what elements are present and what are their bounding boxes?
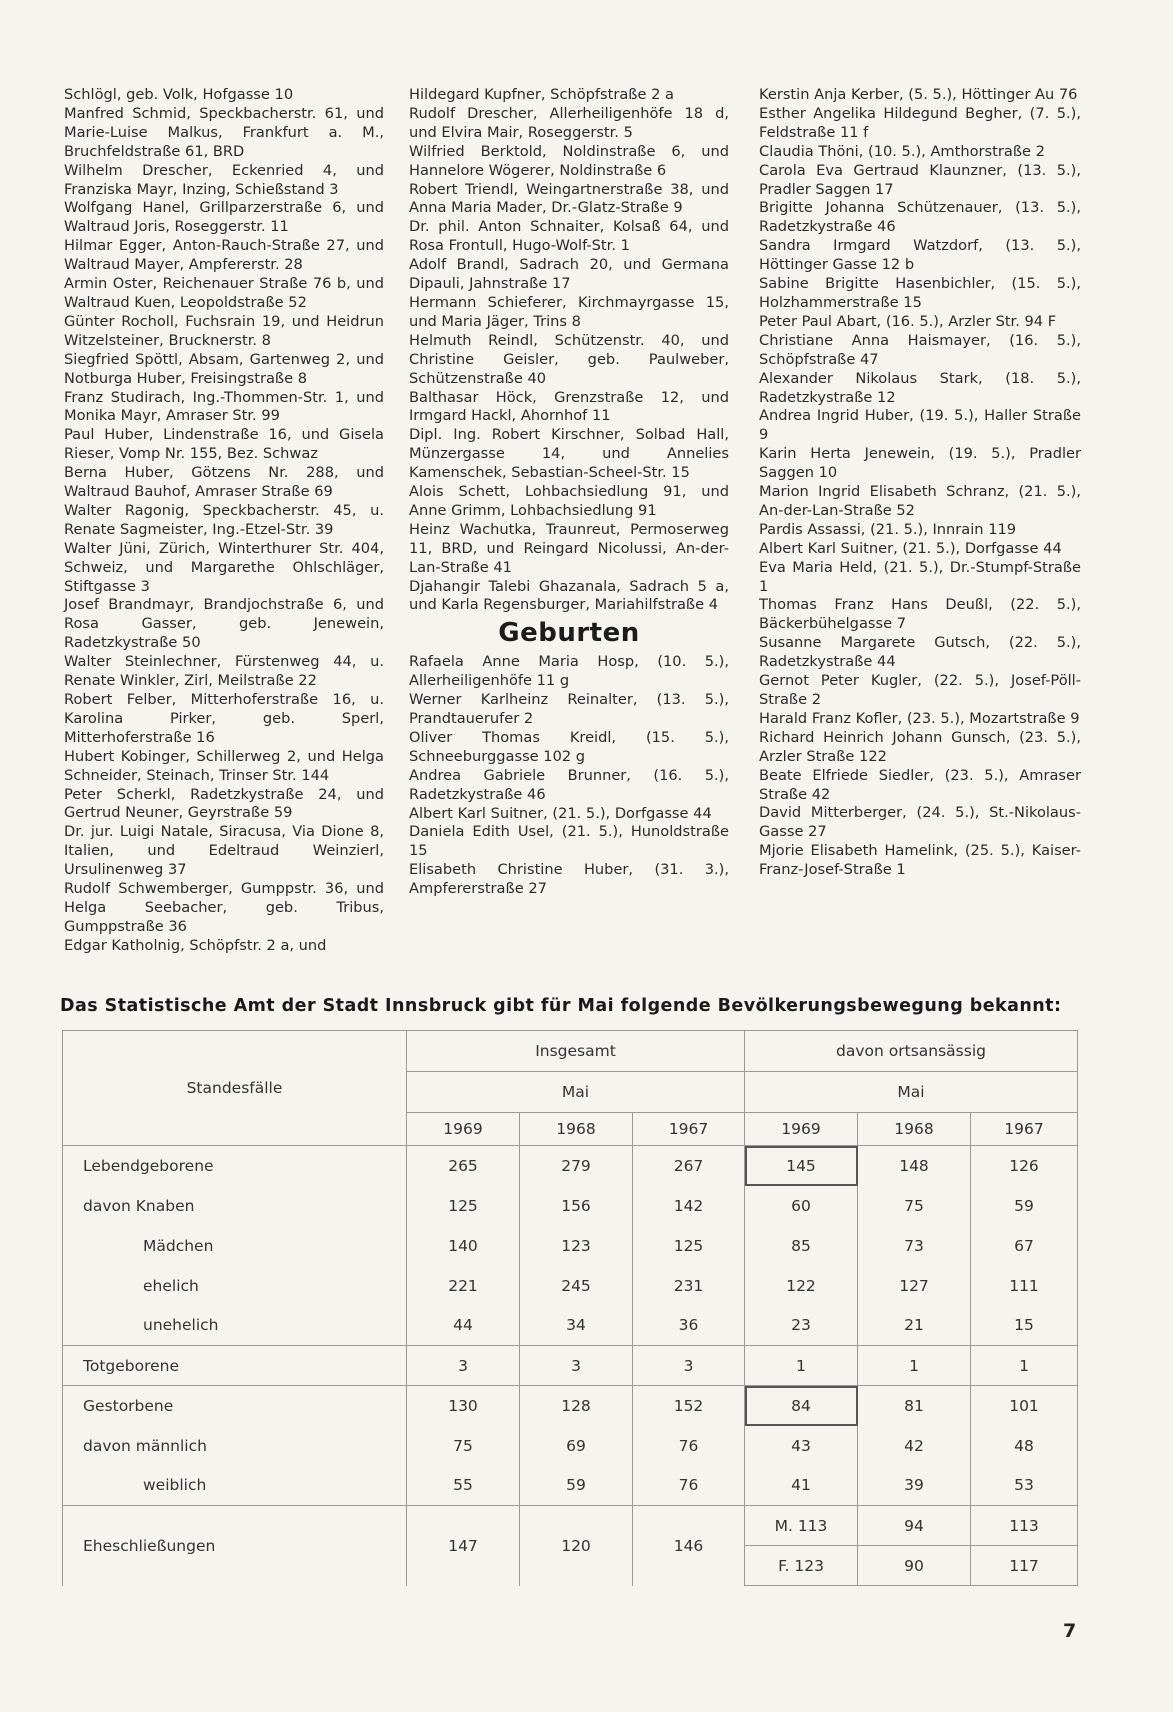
table-cell: 152 (633, 1386, 745, 1426)
table-cell: 39 (858, 1466, 971, 1506)
list-item: Peter Paul Abart, (16. 5.), Arzler Str. 94 F (759, 312, 1057, 330)
list-item: Hubert Kobinger, Schillerweg 2, und Helga Schneider, Steinach, Trinser Str. 144 (64, 747, 384, 784)
table-cell: 75 (858, 1186, 971, 1226)
table-row (63, 1306, 1078, 1346)
list-item: Andrea Gabriele Brunner, (16. 5.), Radetzkystraße 46 (409, 766, 729, 803)
list-item: Schlögl, geb. Volk, Hofgasse 10 (64, 86, 294, 103)
table-cell: 245 (520, 1266, 633, 1306)
table-row (63, 1466, 1078, 1506)
list-item: Rudolf Drescher, Allerheiligenhöfe 18 d, und Elvira Mair, Roseggerstr. 5 (409, 104, 729, 141)
list-item: Karin Herta Jenewein, (19. 5.), Pradler Saggen 10 (759, 445, 1081, 482)
table-cell: 117 (971, 1546, 1078, 1586)
list-item: Wilhelm Drescher, Eckenried 4, und Franziska Mayr, Inzing, Schießstand 3 (64, 161, 384, 198)
header-ortsansaessig: davon ortsansässig (745, 1031, 1078, 1072)
table-cell: 101 (971, 1386, 1078, 1426)
list-item: Richard Heinrich Johann Gunsch, (23. 5.), Arzler Straße 122 (759, 728, 1081, 765)
list-item: Adolf Brandl, Sadrach 20, und Germana Dipauli, Jahnstraße 17 (409, 256, 729, 293)
table-cell: 142 (633, 1186, 745, 1226)
list-item: Carola Eva Gertraud Klaunzner, (13. 5.), Pradler Saggen 17 (759, 161, 1081, 198)
list-item: Siegfried Spöttl, Absam, Gartenweg 2, und Notburga Huber, Freisingstraße 8 (64, 350, 384, 387)
table-cell: 125 (407, 1186, 520, 1226)
table-cell: 67 (971, 1226, 1078, 1266)
list-item: Edgar Katholnig, Schöpfstr. 2 a, und (64, 936, 327, 954)
table-row (63, 1506, 1078, 1546)
table-cell: F. 123 (745, 1546, 858, 1586)
table-cell: 1 (971, 1346, 1078, 1386)
table-cell: 127 (858, 1266, 971, 1306)
row-label: Eheschließungen (63, 1506, 407, 1586)
births-heading: Geburten (498, 618, 640, 649)
table-cell: 1 (858, 1346, 971, 1386)
list-item: Alexander Nikolaus Stark, (18. 5.), Radetzkystraße 12 (759, 369, 1081, 406)
table-cell: 111 (971, 1266, 1078, 1306)
list-item: Rudolf Schwemberger, Gumppstr. 36, und Helga Seebacher, geb. Tribus, Gumppstraße 36 (64, 880, 384, 935)
year-header: 1968 (858, 1113, 971, 1146)
table-cell: 69 (520, 1426, 633, 1466)
list-item: Dipl. Ing. Robert Kirschner, Solbad Hall, Münzergasse 14, und Annelies Kamenschek, Sebastian-Scheel-Str. 15 (409, 426, 729, 482)
row-label: Mädchen (63, 1226, 407, 1266)
list-item: Dr. jur. Luigi Natale, Siracusa, Via Dione 8, Italien, und Edeltraud Weinzierl, Ursulinenweg 37 (64, 823, 384, 879)
statistics-title: Das Statistische Amt der Stadt Innsbruck gibt für Mai folgende Bevölkerungsbewegung bekannt: (60, 996, 1062, 1016)
list-item: Oliver Thomas Kreidl, (15. 5.), Schneeburggasse 102 g (409, 728, 729, 765)
table-cell: 23 (745, 1306, 858, 1346)
table-cell: 85 (745, 1226, 858, 1266)
table-row (63, 1266, 1078, 1306)
list-item: Marion Ingrid Elisabeth Schranz, (21. 5.), An-der-Lan-Straße 52 (759, 483, 1081, 519)
table-cell: 55 (407, 1466, 520, 1506)
list-item: Berna Huber, Götzens Nr. 288, und Waltraud Bauhof, Amraser Straße 69 (64, 464, 384, 501)
list-item: Wilfried Berktold, Noldinstraße 6, und Hannelore Wögerer, Noldinstraße 6 (409, 142, 729, 179)
list-item: Peter Scherkl, Radetzkystraße 24, und Gertrud Neuner, Geyrstraße 59 (64, 785, 384, 822)
table-cell: M. 113 (745, 1506, 858, 1546)
list-item: Thomas Franz Hans Deußl, (22. 5.), Bäckerbühelgasse 7 (759, 596, 1081, 633)
table-cell: 126 (971, 1146, 1078, 1186)
table-cell: 113 (971, 1506, 1078, 1546)
row-label: Totgeborene (63, 1346, 407, 1386)
list-item: Robert Felber, Mitterhoferstraße 16, u. Karolina Pirker, geb. Sperl, Mitterhoferstraße 16 (64, 691, 384, 746)
header-month: Mai (745, 1072, 1078, 1113)
year-header: 1968 (520, 1113, 633, 1146)
table-cell: 73 (858, 1226, 971, 1266)
table-cell: 76 (633, 1466, 745, 1506)
list-item: Mjorie Elisabeth Hamelink, (25. 5.), Kaiser-Franz-Josef-Straße 1 (759, 842, 1081, 879)
table-cell: 123 (520, 1226, 633, 1266)
table-cell: 267 (633, 1146, 745, 1186)
page-number: 7 (1063, 1620, 1077, 1642)
table-cell: 43 (745, 1426, 858, 1466)
list-item: Manfred Schmid, Speckbacherstr. 61, und Marie-Luise Malkus, Frankfurt a. M., Bruchfeldstraße 61, BRD (64, 104, 384, 160)
table-row (63, 1146, 1078, 1186)
list-item: Sandra Irmgard Watzdorf, (13. 5.), Höttinger Gasse 12 b (759, 237, 1081, 274)
table-cell: 44 (407, 1306, 520, 1346)
list-item: Susanne Margarete Gutsch, (22. 5.), Radetzkystraße 44 (759, 634, 1081, 671)
table-cell: 125 (633, 1226, 745, 1266)
table-cell: 221 (407, 1266, 520, 1306)
list-item: Hilmar Egger, Anton-Rauch-Straße 27, und Waltraud Mayer, Ampfererstr. 28 (64, 237, 384, 274)
table-cell: 156 (520, 1186, 633, 1226)
list-item: David Mitterberger, (24. 5.), St.-Nikolaus-Gasse 27 (759, 804, 1081, 841)
table-cell: 1 (745, 1346, 858, 1386)
list-item: Claudia Thöni, (10. 5.), Amthorstraße 2 (759, 142, 1045, 160)
table-cell: 59 (520, 1466, 633, 1506)
table-cell: 48 (971, 1426, 1078, 1466)
list-item: Dr. phil. Anton Schnaiter, Kolsaß 64, und Rosa Frontull, Hugo-Wolf-Str. 1 (409, 218, 729, 255)
table-cell: 60 (745, 1186, 858, 1226)
list-item: Werner Karlheinz Reinalter, (13. 5.), Prandtauerufer 2 (409, 691, 729, 727)
list-item: Balthasar Höck, Grenzstraße 12, und Irmgard Hackl, Ahornhof 11 (409, 388, 729, 425)
table-cell: 279 (520, 1146, 633, 1186)
table-cell: 76 (633, 1426, 745, 1466)
year-header: 1969 (745, 1113, 858, 1146)
list-item: Albert Karl Suitner, (21. 5.), Dorfgasse 44 (759, 539, 1062, 557)
list-item: Pardis Assassi, (21. 5.), Innrain 119 (759, 520, 1017, 538)
list-item: Heinz Wachutka, Traunreut, Permoserweg 11, BRD, und Reingard Nicolussi, An-der-Lan-Straße 41 (409, 520, 729, 576)
list-item: Kerstin Anja Kerber, (5. 5.), Höttinger Au 76 (759, 86, 1078, 103)
year-header: 1967 (633, 1113, 745, 1146)
table-row (63, 1386, 1078, 1426)
table-cell: 3 (633, 1346, 745, 1386)
list-item: Walter Steinlechner, Fürstenweg 44, u. Renate Winkler, Zirl, Meilstraße 22 (64, 653, 384, 690)
list-item: Eva Maria Held, (21. 5.), Dr.-Stumpf-Straße 1 (759, 558, 1081, 595)
text-column-1 (64, 86, 384, 956)
text-column-2 (409, 86, 729, 899)
header-month: Mai (407, 1072, 745, 1113)
list-item: Gernot Peter Kugler, (22. 5.), Josef-Pöll-Straße 2 (759, 672, 1081, 708)
list-item: Harald Franz Kofler, (23. 5.), Mozartstraße 9 (759, 709, 1080, 727)
table-cell: 145 (745, 1146, 858, 1186)
list-item: Sabine Brigitte Hasenbichler, (15. 5.), Holzhammerstraße 15 (759, 275, 1081, 311)
table-cell: 59 (971, 1186, 1078, 1226)
table-cell: 41 (745, 1466, 858, 1506)
table-cell: 36 (633, 1306, 745, 1346)
table-cell: 128 (520, 1386, 633, 1426)
table-cell: 34 (520, 1306, 633, 1346)
table-cell: 21 (858, 1306, 971, 1346)
list-item: Hildegard Kupfner, Schöpfstraße 2 a (409, 86, 674, 103)
table-row (63, 1186, 1078, 1226)
list-item: Paul Huber, Lindenstraße 16, und Gisela Rieser, Vomp Nr. 155, Bez. Schwaz (64, 426, 384, 463)
table-cell: 15 (971, 1306, 1078, 1346)
list-item: Christiane Anna Haismayer, (16. 5.), Schöpfstraße 47 (759, 331, 1081, 368)
row-label: Lebendgeborene (63, 1146, 407, 1186)
row-label: davon männlich (63, 1426, 407, 1466)
list-item: Alois Schett, Lohbachsiedlung 91, und Anne Grimm, Lohbachsiedlung 91 (409, 483, 729, 519)
table-cell: 130 (407, 1386, 520, 1426)
table-cell: 140 (407, 1226, 520, 1266)
list-item: Elisabeth Christine Huber, (31. 3.), Ampfererstraße 27 (409, 861, 729, 898)
list-item: Walter Jüni, Zürich, Winterthurer Str. 404, Schweiz, und Margarethe Ohlschläger, Stiftgasse 3 (64, 539, 384, 595)
year-header: 1967 (971, 1113, 1078, 1146)
list-item: Djahangir Talebi Ghazanala, Sadrach 5 a, und Karla Regensburger, Mariahilfstraße 4 (409, 577, 729, 614)
table-cell: 265 (407, 1146, 520, 1186)
list-item: Albert Karl Suitner, (21. 5.), Dorfgasse 44 (409, 804, 712, 822)
year-header: 1969 (407, 1113, 520, 1146)
table-row (63, 1426, 1078, 1466)
table-cell: 94 (858, 1506, 971, 1546)
list-item: Robert Triendl, Weingartnerstraße 38, und Anna Maria Mader, Dr.-Glatz-Straße 9 (409, 180, 729, 217)
row-label: Gestorbene (63, 1386, 407, 1426)
list-item: Esther Angelika Hildegund Begher, (7. 5.), Feldstraße 11 f (759, 104, 1081, 141)
list-item: Hermann Schieferer, Kirchmayrgasse 15, und Maria Jäger, Trins 8 (409, 293, 729, 330)
table-cell: 231 (633, 1266, 745, 1306)
table-cell: 122 (745, 1266, 858, 1306)
table-cell: 84 (745, 1386, 858, 1426)
list-item: Walter Ragonig, Speckbacherstr. 45, u. Renate Sagmeister, Ing.-Etzel-Str. 39 (64, 501, 384, 538)
list-item: Beate Elfriede Siedler, (23. 5.), Amraser Straße 42 (759, 766, 1081, 803)
row-label: weiblich (63, 1466, 407, 1506)
table-cell: 42 (858, 1426, 971, 1466)
statistics-table (62, 1030, 1078, 1586)
table-cell: 53 (971, 1466, 1078, 1506)
table-cell: 3 (520, 1346, 633, 1386)
table-cell: 146 (633, 1506, 745, 1586)
text-column-3 (759, 86, 1081, 880)
list-item: Daniela Edith Usel, (21. 5.), Hunoldstraße 15 (409, 823, 729, 860)
header-insgesamt: Insgesamt (407, 1031, 745, 1072)
table-cell: 147 (407, 1506, 520, 1586)
list-item: Rafaela Anne Maria Hosp, (10. 5.), Allerheiligenhöfe 11 g (409, 653, 729, 690)
list-item: Josef Brandmayr, Brandjochstraße 6, und Rosa Gasser, geb. Jenewein, Radetzkystraße 50 (64, 596, 384, 652)
table-cell: 81 (858, 1386, 971, 1426)
table-row (63, 1226, 1078, 1266)
list-item: Andrea Ingrid Huber, (19. 5.), Haller Straße 9 (759, 407, 1081, 444)
list-item: Armin Oster, Reichenauer Straße 76 b, und Waltraud Kuen, Leopoldstraße 52 (64, 275, 384, 311)
header-standesfaelle: Standesfälle (63, 1031, 407, 1146)
list-item: Günter Rocholl, Fuchsrain 19, und Heidrun Witzelsteiner, Brucknerstr. 8 (64, 312, 384, 349)
row-label: unehelich (63, 1306, 407, 1346)
table-cell: 3 (407, 1346, 520, 1386)
list-item: Wolfgang Hanel, Grillparzerstraße 6, und Waltraud Joris, Roseggerstr. 11 (64, 199, 384, 236)
table-cell: 90 (858, 1546, 971, 1586)
list-item: Franz Studirach, Ing.-Thommen-Str. 1, und Monika Mayr, Amraser Str. 99 (64, 388, 384, 425)
table-cell: 75 (407, 1426, 520, 1466)
table-row (63, 1346, 1078, 1386)
list-item: Brigitte Johanna Schützenauer, (13. 5.), Radetzkystraße 46 (759, 199, 1081, 236)
list-item: Helmuth Reindl, Schützenstr. 40, und Christine Geisler, geb. Paulweber, Schützenstraße 40 (409, 331, 729, 387)
row-label: ehelich (63, 1266, 407, 1306)
table-cell: 120 (520, 1506, 633, 1586)
row-label: davon Knaben (63, 1186, 407, 1226)
table-cell: 148 (858, 1146, 971, 1186)
